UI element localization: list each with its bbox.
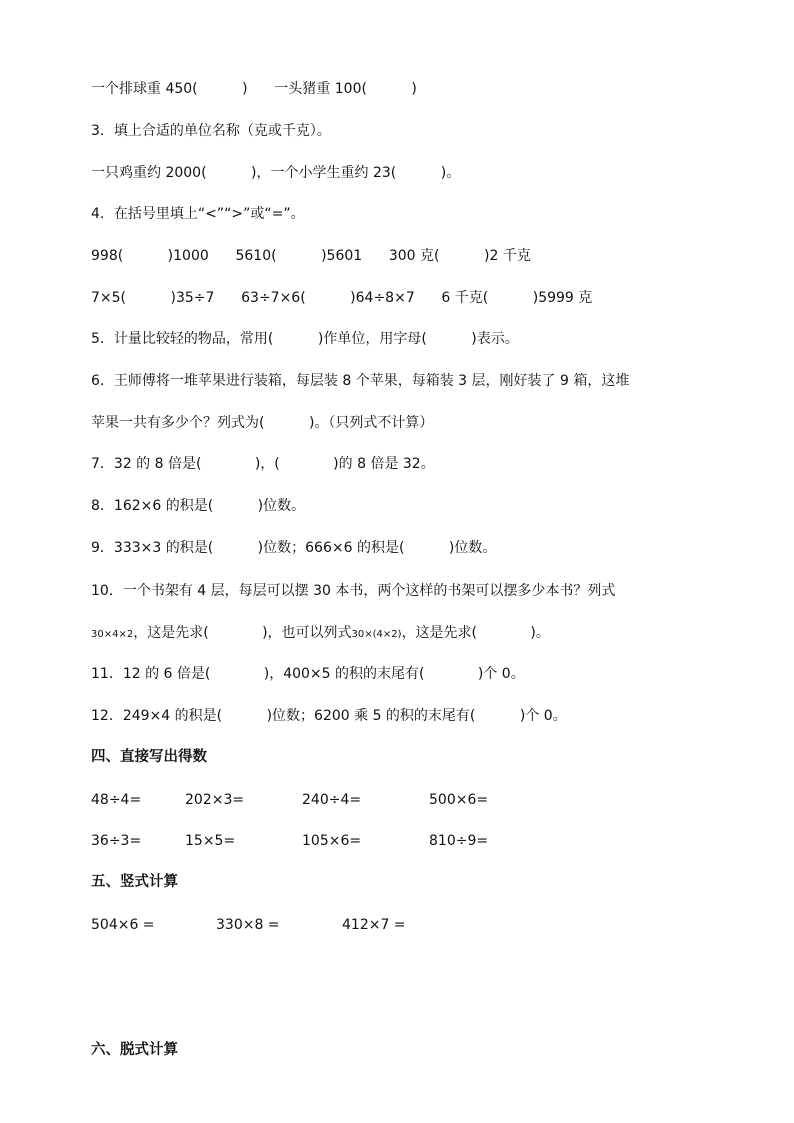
oral-item: 36÷3= — [91, 833, 142, 849]
oral-item: 15×5= — [185, 833, 236, 849]
expression-1: 30×4×2 — [91, 629, 134, 640]
question-4-line-2: 7×5( )35÷7 63÷7×6( )64÷8×7 6 千克( )5999 克 — [91, 290, 593, 306]
question-4-line-1: 998( )1000 5610( )5601 300 克( )2 千克 — [91, 248, 531, 264]
question-6-line-1: 6．王师傅将一堆苹果进行装箱，每层装 8 个苹果，每箱装 3 层，刚好装了 9 箱，这堆 — [91, 373, 630, 389]
section-5-heading: 五、竖式计算 — [91, 874, 178, 890]
question-11: 11．12 的 6 倍是( )，400×5 的积的末尾有( )个 0。 — [91, 666, 525, 682]
question-3: 3．填上合适的单位名称（克或千克）。 — [91, 123, 331, 139]
question-3-line: 一只鸡重约 2000( )，一个小学生重约 23( )。 — [91, 165, 461, 181]
question-10-line-1: 10．一个书架有 4 层，每层可以摆 30 本书，两个这样的书架可以摆多少本书？列式 — [91, 583, 616, 599]
question-4: 4．在括号里填上“<”“>”或“=”。 — [91, 206, 305, 222]
oral-item: 48÷4= — [91, 792, 142, 808]
vertical-calc-item: 330×8 = — [216, 917, 280, 933]
question-10-mid: ，这是先求( )，也可以列式 — [133, 625, 352, 641]
question-6-line-2: 苹果一共有多少个？列式为( )。（只列式不计算） — [91, 415, 434, 431]
oral-item: 500×6= — [429, 792, 489, 808]
expression-2: 30×(4×2) — [351, 629, 402, 640]
question-2-line: 一个排球重 450( ) 一头猪重 100( ) — [91, 81, 417, 97]
oral-item: 202×3= — [185, 792, 245, 808]
question-10-end: ，这是先求( )。 — [401, 625, 550, 641]
question-10-line-2 — [91, 623, 550, 645]
section-4-heading: 四、直接写出得数 — [91, 749, 207, 765]
vertical-calc-item: 504×6 = — [91, 917, 155, 933]
oral-item: 240÷4= — [302, 792, 362, 808]
question-7: 7．32 的 8 倍是( )，( )的 8 倍是 32。 — [91, 456, 435, 472]
question-12: 12．249×4 的积是( )位数；6200 乘 5 的积的末尾有( )个 0。 — [91, 708, 567, 724]
question-8: 8．162×6 的积是( )位数。 — [91, 498, 306, 514]
question-5: 5．计量比较轻的物品，常用( )作单位，用字母( )表示。 — [91, 331, 519, 347]
oral-item: 810÷9= — [429, 833, 489, 849]
vertical-calc-item: 412×7 = — [342, 917, 406, 933]
section-6-heading: 六、脱式计算 — [91, 1042, 178, 1058]
question-9: 9．333×3 的积是( )位数；666×6 的积是( )位数。 — [91, 540, 497, 556]
oral-item: 105×6= — [302, 833, 362, 849]
